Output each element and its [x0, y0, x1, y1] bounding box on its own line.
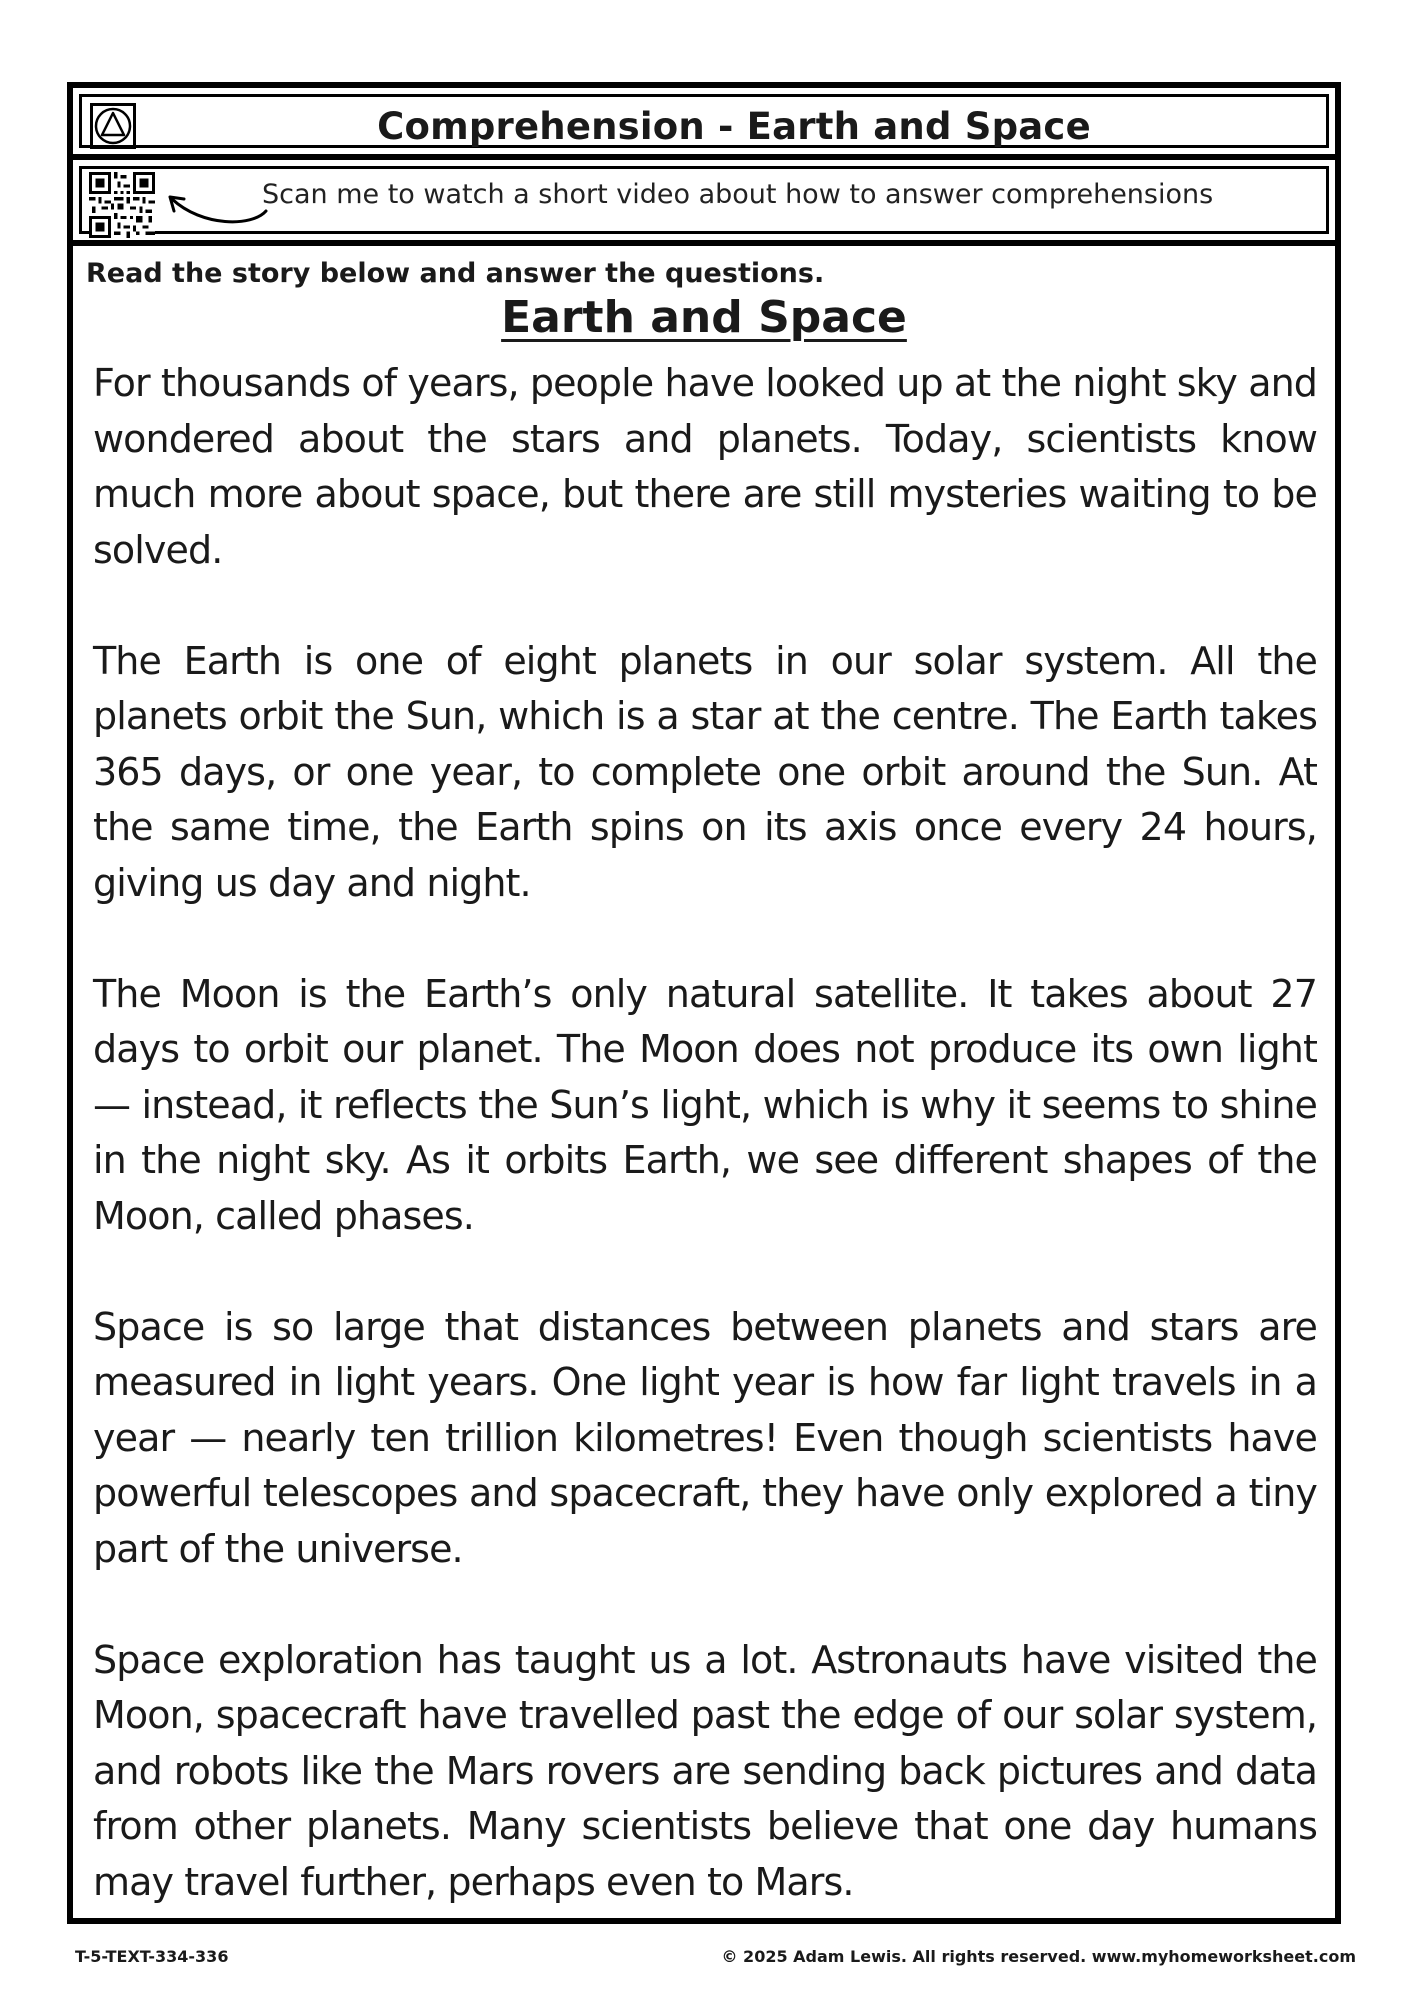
- qr-banner-inner-border: [79, 166, 1329, 234]
- triangle-in-circle-logo-icon: [90, 103, 136, 149]
- story-paragraph-5: Space exploration has taught us a lot. Astronauts have visited the Moon, spacecraft have travelled past the edge of our solar system, and robots like the Mars rovers are sending back pictures and data from other planets. Many scientists believe that one day humans may travel further, perhaps even to Mars.: [93, 1637, 1317, 1904]
- reading-instruction: Read the story below and answer the questions.: [86, 258, 825, 289]
- story-paragraph-3: The Moon is the Earth’s only natural satellite. It takes about 27 days to orbit our planet. The Moon does not produce its own light — instead, it reflects the Sun’s light, which is why it seems to shine in the night sky. As it orbits Earth, we see different shapes of the Moon, called phases.: [93, 971, 1317, 1238]
- story-paragraph-1: For thousands of years, people have looked up at the night sky and wondered about the stars and planets. Today, scientists know much more about space, but there are still mysteries waiting to be solved.: [93, 361, 1317, 572]
- qr-code-icon[interactable]: [89, 172, 155, 238]
- page-title: Comprehension - Earth and Space: [377, 105, 1091, 148]
- copyright-notice: © 2025 Adam Lewis. All rights reserved. www.myhomeworksheet.com: [721, 1947, 1356, 1966]
- story-paragraph-4: Space is so large that distances between planets and stars are measured in light years. One light year is how far light travels in a year — nearly ten trillion kilometres! Even though scientists have powerful telescopes and spacecraft, they have only explored a tiny part of the universe.: [93, 1304, 1317, 1571]
- worksheet-code: T-5-TEXT-334-336: [75, 1947, 229, 1966]
- header-bar: [73, 88, 1335, 160]
- curved-arrow-icon: [162, 183, 272, 233]
- story-body: [93, 356, 1317, 1910]
- story-title: Earth and Space: [501, 292, 907, 343]
- qr-banner: [73, 160, 1335, 246]
- header-inner-border: [79, 94, 1329, 148]
- story-paragraph-2: The Earth is one of eight planets in our solar system. All the planets orbit the Sun, which is a star at the centre. The Earth takes 365 days, or one year, to complete one orbit around the Sun. At the same time, the Earth spins on its axis once every 24 hours, giving us day and night.: [93, 638, 1317, 905]
- worksheet-frame: [67, 82, 1341, 1924]
- qr-instruction-text: Scan me to watch a short video about how to answer comprehensions: [262, 179, 1214, 210]
